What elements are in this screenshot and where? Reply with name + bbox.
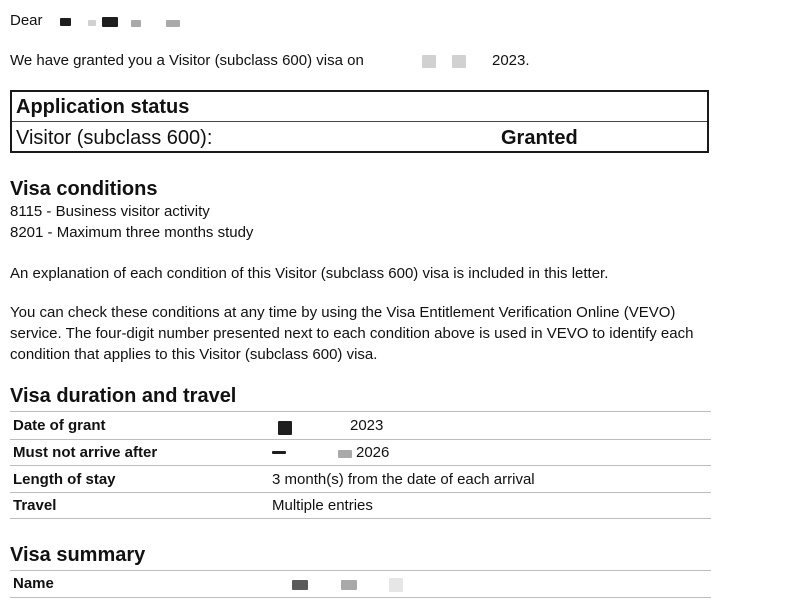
redacted-name	[166, 20, 180, 27]
redacted-name	[131, 20, 141, 27]
table-divider	[10, 597, 711, 598]
status-divider	[12, 121, 707, 122]
table-row-value: 3 month(s) from the date of each arrival	[272, 471, 535, 488]
redacted-name	[341, 580, 357, 590]
application-status-title: Application status	[16, 96, 190, 118]
status-badge: Granted	[501, 127, 578, 149]
table-row-label: Date of grant	[13, 417, 106, 434]
redacted-name	[60, 18, 71, 26]
table-row-label: Must not arrive after	[13, 444, 158, 461]
grant-statement	[10, 52, 364, 70]
redacted-date	[452, 55, 466, 68]
condition-item: 8115 - Business visitor activity	[10, 203, 210, 220]
redacted-name	[292, 580, 308, 590]
redacted-name	[389, 578, 403, 592]
redacted-name	[102, 17, 118, 27]
redacted-date	[422, 55, 436, 68]
redacted-date	[338, 450, 352, 458]
conditions-explanation: An explanation of each condition of this Visitor (subclass 600) visa is included in this letter.	[10, 265, 609, 282]
table-row-label: Travel	[13, 497, 57, 514]
condition-item: 8201 - Maximum three months study	[10, 224, 254, 241]
table-row-label: Length of stay	[13, 471, 116, 488]
greeting: Dear	[10, 12, 43, 29]
table-row-value: 2023	[350, 417, 384, 434]
visa-summary-heading: Visa summary	[10, 544, 146, 566]
table-divider	[10, 411, 711, 412]
table-divider	[10, 492, 711, 493]
table-row-value: Multiple entries	[272, 497, 373, 514]
table-divider	[10, 570, 711, 571]
visa-duration-heading: Visa duration and travel	[10, 385, 237, 407]
table-row-value: 2026	[356, 444, 390, 461]
table-divider	[10, 465, 711, 466]
table-divider	[10, 518, 711, 519]
table-divider	[10, 439, 711, 440]
table-row-label: Name	[13, 575, 54, 592]
visa-conditions-heading: Visa conditions	[10, 178, 158, 200]
vevo-paragraph: You can check these conditions at any time by using the Visa Entitlement Verification Online (VEVO) service. The four-digit number presented next to each condition above is used in VEVO to identify each condition that applies to this Visitor (subclass 600) visa.	[10, 304, 694, 363]
grant-statement-text: We have granted you a Visitor (subclass 600) visa on	[10, 52, 364, 69]
redacted-date	[272, 451, 286, 454]
redacted-name	[88, 20, 96, 26]
visa-subclass-label: Visitor (subclass 600):	[16, 127, 213, 149]
redacted-date	[278, 421, 292, 435]
grant-year: 2023.	[492, 52, 530, 69]
application-status-box	[10, 90, 709, 153]
